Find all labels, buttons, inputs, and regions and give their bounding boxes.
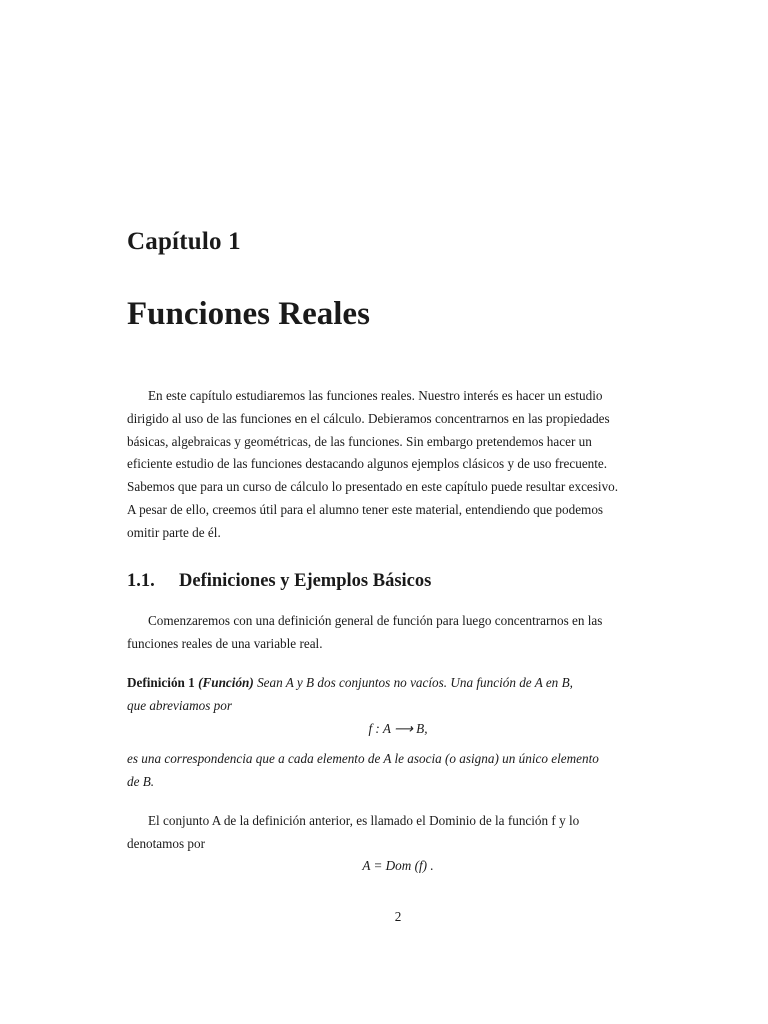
paper-page bbox=[127, 0, 669, 1024]
definition-formula: f : A ⟶ B, bbox=[368, 721, 428, 736]
definition-line bbox=[127, 672, 669, 695]
intro-line: A pesar de ello, creemos útil para el alumno tener este material, entendiendo que podemos bbox=[127, 501, 604, 517]
domain-line: denotamos por bbox=[127, 835, 206, 851]
section-intro-paragraph bbox=[127, 610, 669, 656]
section-heading bbox=[127, 571, 431, 592]
intro-line: básicas, algebraicas y geométricas, de las funciones. Sin embargo pretendemos hacer un bbox=[127, 433, 592, 449]
definition-name: (Función) bbox=[198, 675, 254, 690]
intro-line: En este capítulo estudiaremos las funciones reales. Nuestro interés es hacer un estudio bbox=[148, 388, 603, 403]
definition-text: Sean A y B dos conjuntos no vacíos. Una función de A en B, bbox=[257, 675, 573, 690]
definition-after-line: es una correspondencia que a cada elemento de A le asocia (o asigna) un único elemento bbox=[127, 751, 599, 766]
intro-line: dirigido al uso de las funciones en el cálculo. Debieramos concentrarnos en las propiedades bbox=[127, 410, 610, 426]
section-intro-line: Comenzaremos con una definición general de función para luego concentrarnos en las bbox=[148, 613, 603, 628]
domain-paragraph bbox=[127, 810, 669, 856]
definition-line-2: que abreviamos por bbox=[127, 697, 232, 713]
section-title: Definiciones y Ejemplos Básicos bbox=[179, 571, 432, 591]
intro-line: omitir parte de él. bbox=[127, 524, 221, 540]
page-number: 2 bbox=[394, 909, 402, 924]
chapter-title: Funciones Reales bbox=[127, 296, 370, 332]
chapter-label: Capítulo 1 bbox=[127, 228, 241, 255]
intro-paragraph bbox=[127, 385, 669, 545]
definition-continuation bbox=[127, 748, 669, 794]
section-intro-line: funciones reales de una variable real. bbox=[127, 635, 323, 651]
definition-after-line: de B. bbox=[127, 773, 155, 789]
definition-head: Definición 1 bbox=[127, 675, 195, 690]
intro-line: Sabemos que para un curso de cálculo lo presentado en este capítulo puede resultar excesivo. bbox=[127, 479, 619, 495]
intro-line: eficiente estudio de las funciones destacando algunos ejemplos clásicos y de uso frecuente. bbox=[127, 456, 608, 472]
domain-line: El conjunto A de la definición anterior, es llamado el Dominio de la función f y lo bbox=[148, 813, 580, 828]
definition-block bbox=[127, 672, 669, 718]
section-number: 1.1. bbox=[127, 571, 155, 591]
domain-formula: A = Dom (f) . bbox=[362, 858, 434, 873]
